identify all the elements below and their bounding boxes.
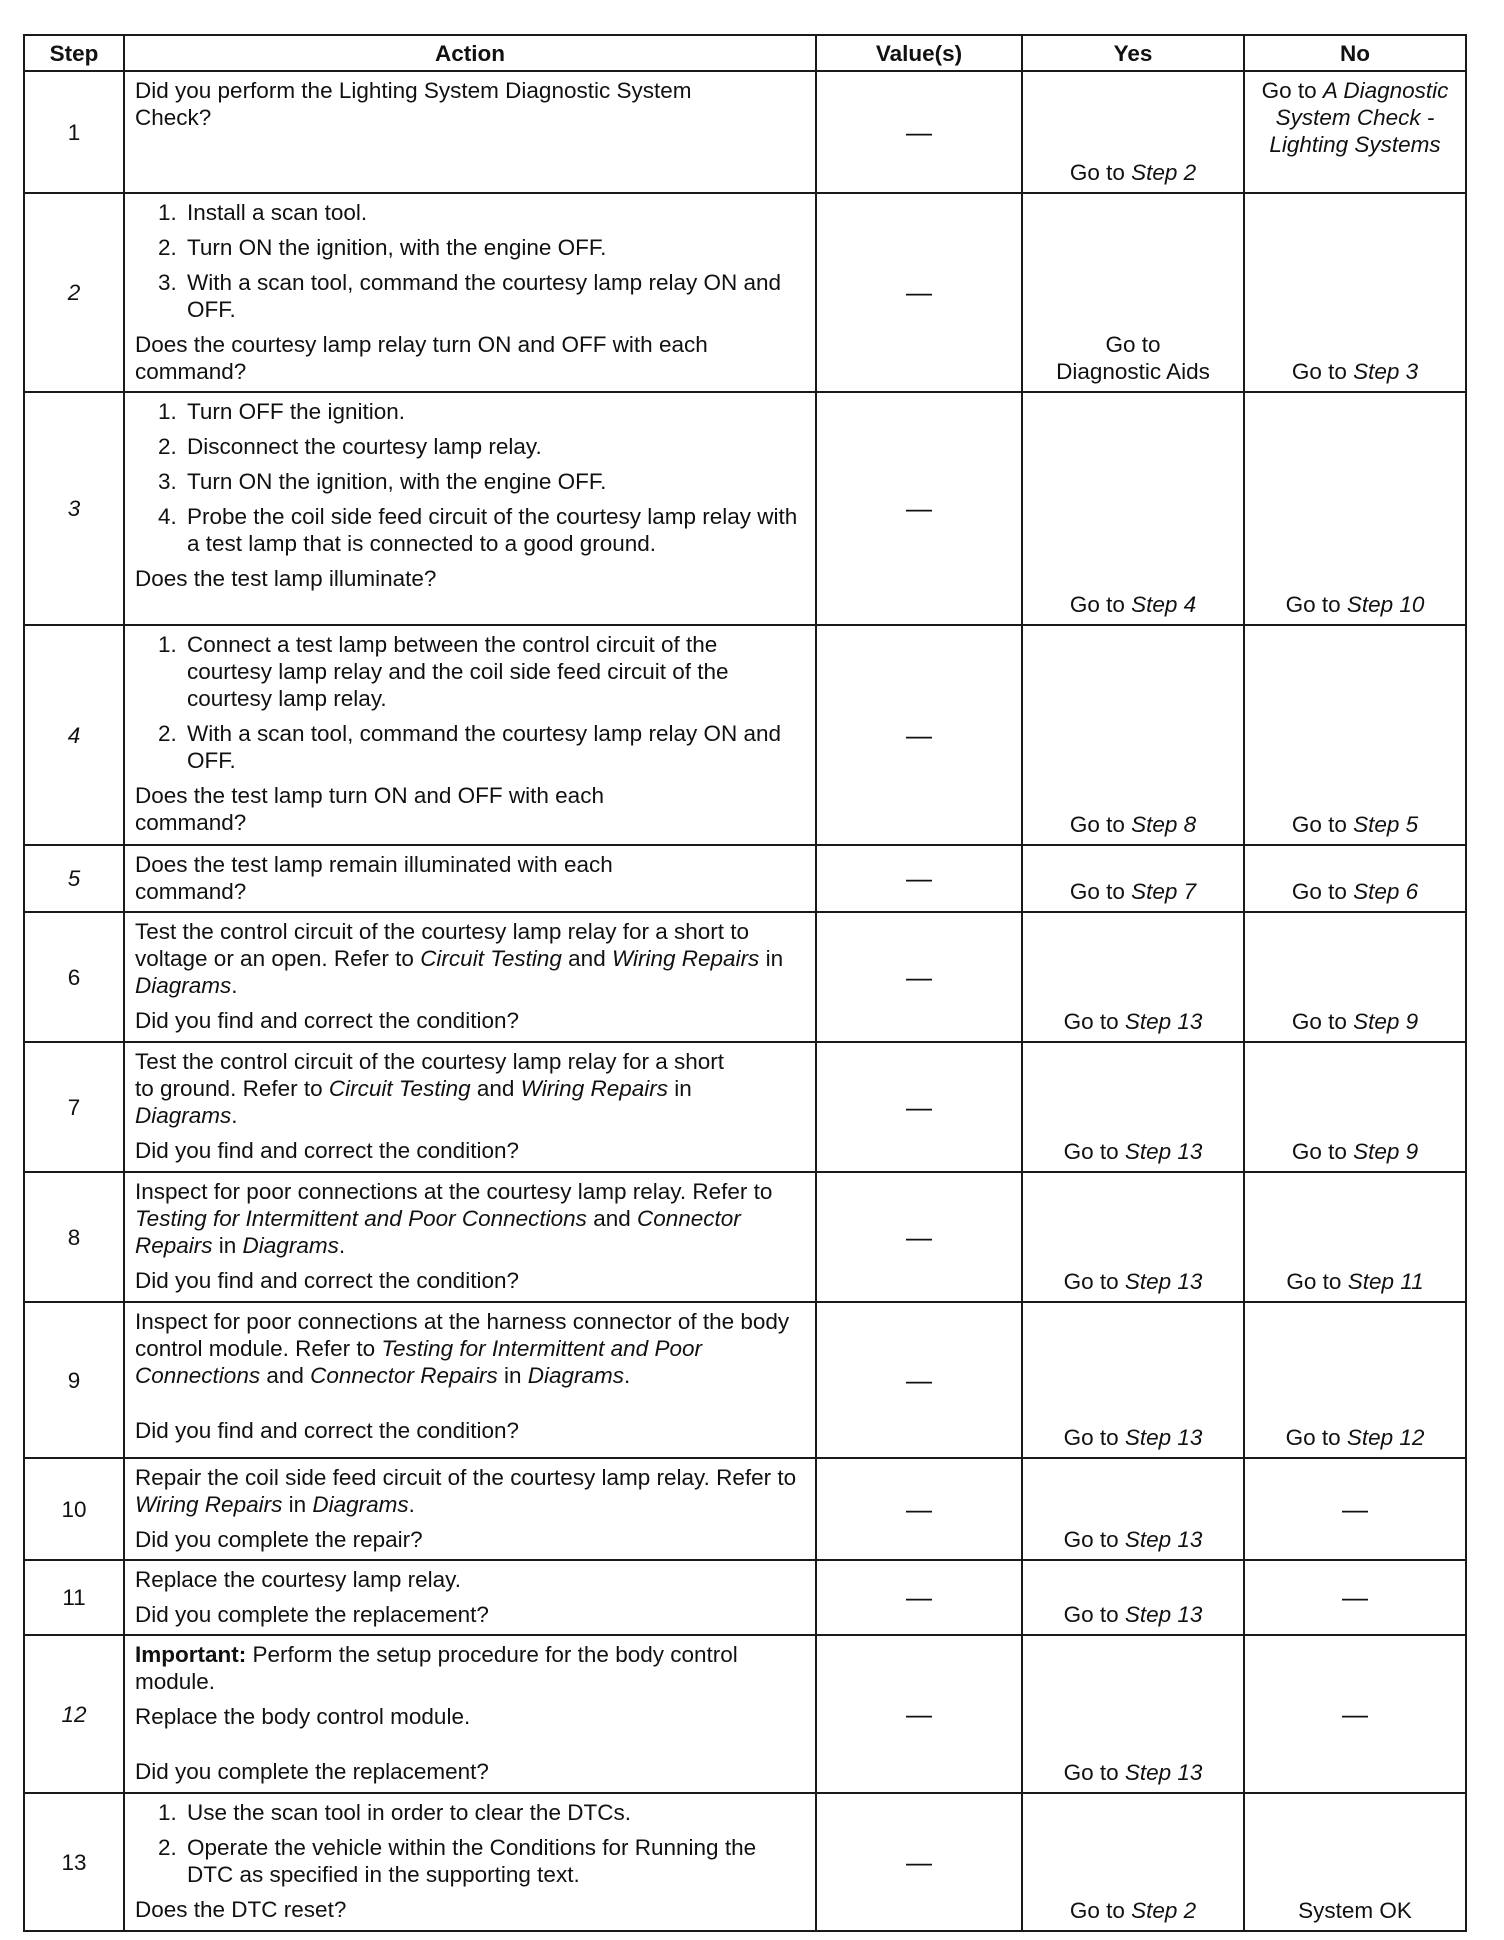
value-cell: — xyxy=(816,625,1022,845)
question-text: Did you find and correct the condition? xyxy=(135,1268,519,1293)
spacer xyxy=(135,1397,805,1417)
instruction-part: Inspect for poor connections at the harness connector of the body control module. Refer to xyxy=(135,1309,790,1361)
yes-step-ref: Step 13 xyxy=(1124,1602,1203,1627)
no-step-ref: Step 12 xyxy=(1346,1425,1425,1450)
no-cell xyxy=(1244,1302,1466,1458)
table-row xyxy=(24,1042,1466,1172)
action-list xyxy=(135,199,805,323)
no-cell xyxy=(1244,845,1466,912)
reference-link: Connector Repairs xyxy=(135,1206,741,1258)
yes-step-ref: Step 13 xyxy=(1124,1527,1203,1552)
question-text: Did you complete the replacement? xyxy=(135,1602,489,1627)
question-text: Does the test lamp turn ON and OFF with each command? xyxy=(135,783,604,835)
action-cell xyxy=(124,71,816,193)
no-cell xyxy=(1244,193,1466,392)
yes-cell xyxy=(1022,1302,1244,1458)
instruction-part: in xyxy=(759,946,784,971)
yes-line-1: Go to xyxy=(1105,332,1161,357)
reference-link: Diagrams xyxy=(312,1492,409,1517)
instruction-part: and xyxy=(470,1076,521,1101)
no-step-ref: Step 3 xyxy=(1353,359,1419,384)
header-step: Step xyxy=(24,35,124,71)
yes-prefix: Go to xyxy=(1063,1527,1125,1552)
instruction-part: in xyxy=(212,1233,243,1258)
yes-cell xyxy=(1022,1560,1244,1635)
table-row xyxy=(24,1793,1466,1931)
table-row xyxy=(24,193,1466,392)
no-prefix: Go to xyxy=(1261,78,1323,103)
question-text: Did you complete the repair? xyxy=(135,1527,423,1552)
header-yes: Yes xyxy=(1022,35,1244,71)
yes-step-ref: Step 8 xyxy=(1131,812,1197,837)
yes-prefix: Go to xyxy=(1063,1139,1125,1164)
yes-cell xyxy=(1022,1635,1244,1793)
table-row xyxy=(24,1302,1466,1458)
spacer xyxy=(135,1738,805,1758)
reference-link: Diagrams xyxy=(527,1363,625,1388)
no-prefix: Go to xyxy=(1286,1269,1348,1294)
list-item: 3. Turn ON the ignition, with the engine OFF. xyxy=(183,468,805,495)
yes-step-ref: Step 13 xyxy=(1124,1425,1203,1450)
no-step-ref: Step 9 xyxy=(1353,1009,1419,1034)
table-row xyxy=(24,392,1466,625)
important-note xyxy=(135,1641,755,1695)
step-number: 1 xyxy=(24,71,124,193)
action-cell xyxy=(124,193,816,392)
value-cell: — xyxy=(816,1302,1022,1458)
instruction-text xyxy=(135,1178,805,1259)
question-text: Does the test lamp remain illuminated with each command? xyxy=(135,852,613,904)
reference-link: Wiring Repairs xyxy=(135,1492,283,1517)
value-cell: — xyxy=(816,193,1022,392)
yes-cell xyxy=(1022,1793,1244,1931)
yes-cell xyxy=(1022,193,1244,392)
no-cell: System OK xyxy=(1244,1793,1466,1931)
step-number: 12 xyxy=(24,1635,124,1793)
table-row xyxy=(24,1635,1466,1793)
instruction-part: Test the control circuit of the courtesy lamp relay for a short to voltage or an open. Refer to xyxy=(135,919,750,971)
no-prefix: Go to xyxy=(1291,1009,1354,1034)
step-number: 5 xyxy=(24,845,124,912)
step-number: 13 xyxy=(24,1793,124,1931)
yes-step-ref: Step 2 xyxy=(1131,1898,1197,1923)
instruction-part: Test the control circuit of the courtesy lamp relay for a short to ground. Refer to xyxy=(135,1049,724,1101)
no-prefix: Go to xyxy=(1285,1425,1347,1450)
no-cell: — xyxy=(1244,1458,1466,1560)
instruction-part: and xyxy=(586,1206,637,1231)
yes-step-ref: Step 13 xyxy=(1124,1009,1203,1034)
yes-prefix: Go to xyxy=(1063,1760,1125,1785)
no-step-ref: Step 9 xyxy=(1353,1139,1419,1164)
value-cell: — xyxy=(816,1560,1022,1635)
yes-step-ref: Step 13 xyxy=(1124,1269,1203,1294)
table-row xyxy=(24,912,1466,1042)
action-cell xyxy=(124,845,816,912)
question-text: Did you complete the replacement? xyxy=(135,1759,489,1784)
no-cell xyxy=(1244,1042,1466,1172)
yes-step-ref: Step 2 xyxy=(1131,160,1197,185)
step-number: 7 xyxy=(24,1042,124,1172)
action-cell xyxy=(124,392,816,625)
yes-step-ref: Step 7 xyxy=(1131,879,1197,904)
instruction-part: and xyxy=(260,1363,311,1388)
list-item: 1. Use the scan tool in order to clear the DTCs. xyxy=(183,1799,805,1826)
yes-prefix: Go to xyxy=(1069,812,1132,837)
no-prefix: Go to xyxy=(1291,879,1354,904)
no-cell xyxy=(1244,392,1466,625)
instruction-part: in xyxy=(282,1492,313,1517)
list-item: 2. Turn ON the ignition, with the engine OFF. xyxy=(183,234,805,261)
yes-prefix: Go to xyxy=(1063,1009,1125,1034)
list-item: 1. Turn OFF the ignition. xyxy=(183,398,805,425)
reference-link: Testing for Intermittent and Poor Connections xyxy=(135,1206,587,1231)
important-label: Important: xyxy=(135,1642,247,1667)
instruction-text: Replace the courtesy lamp relay. xyxy=(135,1567,461,1592)
yes-step-ref: Step 13 xyxy=(1124,1760,1203,1785)
value-cell: — xyxy=(816,1042,1022,1172)
action-cell xyxy=(124,1635,816,1793)
yes-prefix: Go to xyxy=(1069,879,1132,904)
list-item: 4. Probe the coil side feed circuit of the courtesy lamp relay with a test lamp that is connected to a good ground. xyxy=(183,503,805,557)
action-cell xyxy=(124,1793,816,1931)
list-item: 1. Install a scan tool. xyxy=(183,199,805,226)
question-text: Does the test lamp illuminate? xyxy=(135,566,437,591)
no-prefix: Go to xyxy=(1291,1139,1354,1164)
value-cell: — xyxy=(816,1172,1022,1302)
yes-step-ref: Step 4 xyxy=(1131,592,1197,617)
no-cell: — xyxy=(1244,1635,1466,1793)
reference-link: Wiring Repairs xyxy=(520,1076,668,1101)
yes-cell xyxy=(1022,71,1244,193)
yes-cell xyxy=(1022,845,1244,912)
no-prefix: Go to xyxy=(1291,812,1354,837)
value-cell: — xyxy=(816,912,1022,1042)
no-cell xyxy=(1244,912,1466,1042)
list-item: 2. Disconnect the courtesy lamp relay. xyxy=(183,433,805,460)
instruction-text xyxy=(135,1048,735,1129)
step-number: 2 xyxy=(24,193,124,392)
no-cell: — xyxy=(1244,1560,1466,1635)
instruction-text xyxy=(135,1308,805,1389)
instruction-text xyxy=(135,918,805,999)
action-cell xyxy=(124,1172,816,1302)
yes-prefix: Go to xyxy=(1069,1898,1132,1923)
no-step-ref: Step 5 xyxy=(1353,812,1419,837)
question-text: Did you perform the Lighting System Diagnostic System Check? xyxy=(135,78,692,130)
header-values: Value(s) xyxy=(816,35,1022,71)
header-no: No xyxy=(1244,35,1466,71)
header-action: Action xyxy=(124,35,816,71)
yes-prefix: Go to xyxy=(1063,1269,1125,1294)
yes-cell xyxy=(1022,912,1244,1042)
no-cell xyxy=(1244,1172,1466,1302)
instruction-part: . xyxy=(338,1233,346,1258)
no-prefix: Go to xyxy=(1291,359,1354,384)
diagnostic-table-sheet xyxy=(23,34,1467,1932)
action-list xyxy=(135,631,805,774)
question-text: Does the DTC reset? xyxy=(135,1897,347,1922)
action-list xyxy=(135,1799,805,1888)
instruction-text: Replace the body control module. xyxy=(135,1704,471,1729)
important-text: Perform the setup procedure for the body control module. xyxy=(135,1642,738,1694)
instruction-part: and xyxy=(561,946,612,971)
reference-link: Diagrams xyxy=(135,973,232,998)
instruction-part: in xyxy=(497,1363,528,1388)
value-cell: — xyxy=(816,71,1022,193)
instruction-part: Inspect for poor connections at the courtesy lamp relay. Refer to xyxy=(135,1179,773,1204)
yes-line-2: Diagnostic Aids xyxy=(1056,359,1210,384)
list-item: 3. With a scan tool, command the courtesy lamp relay ON and OFF. xyxy=(183,269,805,323)
no-cell xyxy=(1244,625,1466,845)
step-number: 11 xyxy=(24,1560,124,1635)
reference-link: Diagrams xyxy=(242,1233,339,1258)
table-row xyxy=(24,845,1466,912)
action-cell xyxy=(124,625,816,845)
no-cell xyxy=(1244,71,1466,193)
reference-link: Diagrams xyxy=(135,1103,232,1128)
instruction-part: in xyxy=(668,1076,692,1101)
question-text: Did you find and correct the condition? xyxy=(135,1418,519,1443)
value-cell: — xyxy=(816,1635,1022,1793)
step-number: 10 xyxy=(24,1458,124,1560)
action-cell xyxy=(124,1458,816,1560)
no-step-ref: Step 10 xyxy=(1346,592,1425,617)
action-cell xyxy=(124,1302,816,1458)
value-cell: — xyxy=(816,1458,1022,1560)
step-number: 8 xyxy=(24,1172,124,1302)
yes-cell xyxy=(1022,1172,1244,1302)
yes-prefix: Go to xyxy=(1069,160,1132,185)
value-cell: — xyxy=(816,845,1022,912)
list-item: 2. With a scan tool, command the courtesy lamp relay ON and OFF. xyxy=(183,720,805,774)
header-row xyxy=(24,35,1466,71)
instruction-part: . xyxy=(624,1363,631,1388)
reference-link: Circuit Testing xyxy=(328,1076,471,1101)
action-cell xyxy=(124,1042,816,1172)
value-cell: — xyxy=(816,1793,1022,1931)
table-row xyxy=(24,71,1466,193)
yes-step-ref: Step 13 xyxy=(1124,1139,1203,1164)
reference-link: Connector Repairs xyxy=(310,1363,498,1388)
value-cell: — xyxy=(816,392,1022,625)
list-item: 2. Operate the vehicle within the Conditions for Running the DTC as specified in the supporting text. xyxy=(183,1834,805,1888)
yes-cell xyxy=(1022,1042,1244,1172)
instruction-part: . xyxy=(231,1103,238,1128)
table-row xyxy=(24,1560,1466,1635)
step-number: 9 xyxy=(24,1302,124,1458)
yes-cell xyxy=(1022,1458,1244,1560)
no-prefix: Go to xyxy=(1285,592,1347,617)
instruction-part: . xyxy=(408,1492,415,1517)
no-step-ref: Step 6 xyxy=(1353,879,1419,904)
action-cell xyxy=(124,912,816,1042)
reference-link: Circuit Testing xyxy=(420,946,562,971)
reference-link: Testing for Intermittent and Poor Connections xyxy=(135,1336,702,1388)
table-row xyxy=(24,1458,1466,1560)
table-row xyxy=(24,1172,1466,1302)
question-text: Did you find and correct the condition? xyxy=(135,1008,519,1033)
instruction-text xyxy=(135,1464,805,1518)
step-number: 4 xyxy=(24,625,124,845)
question-text: Does the courtesy lamp relay turn ON and OFF with each command? xyxy=(135,332,708,384)
yes-cell xyxy=(1022,392,1244,625)
yes-prefix: Go to xyxy=(1063,1602,1125,1627)
question-text: Did you find and correct the condition? xyxy=(135,1138,519,1163)
yes-prefix: Go to xyxy=(1063,1425,1125,1450)
yes-cell xyxy=(1022,625,1244,845)
no-step-ref: A Diagnostic System Check - Lighting Systems xyxy=(1269,78,1449,157)
action-list xyxy=(135,398,805,557)
list-item: 1. Connect a test lamp between the control circuit of the courtesy lamp relay and the coil side feed circuit of the courtesy lamp relay. xyxy=(183,631,805,712)
reference-link: Wiring Repairs xyxy=(611,946,760,971)
yes-prefix: Go to xyxy=(1069,592,1132,617)
instruction-part: . xyxy=(231,973,238,998)
step-number: 6 xyxy=(24,912,124,1042)
instruction-part: Repair the coil side feed circuit of the courtesy lamp relay. Refer to xyxy=(135,1465,797,1490)
diagnostic-table xyxy=(23,34,1467,1932)
table-row xyxy=(24,625,1466,845)
step-number: 3 xyxy=(24,392,124,625)
action-cell xyxy=(124,1560,816,1635)
no-step-ref: Step 11 xyxy=(1347,1269,1424,1294)
